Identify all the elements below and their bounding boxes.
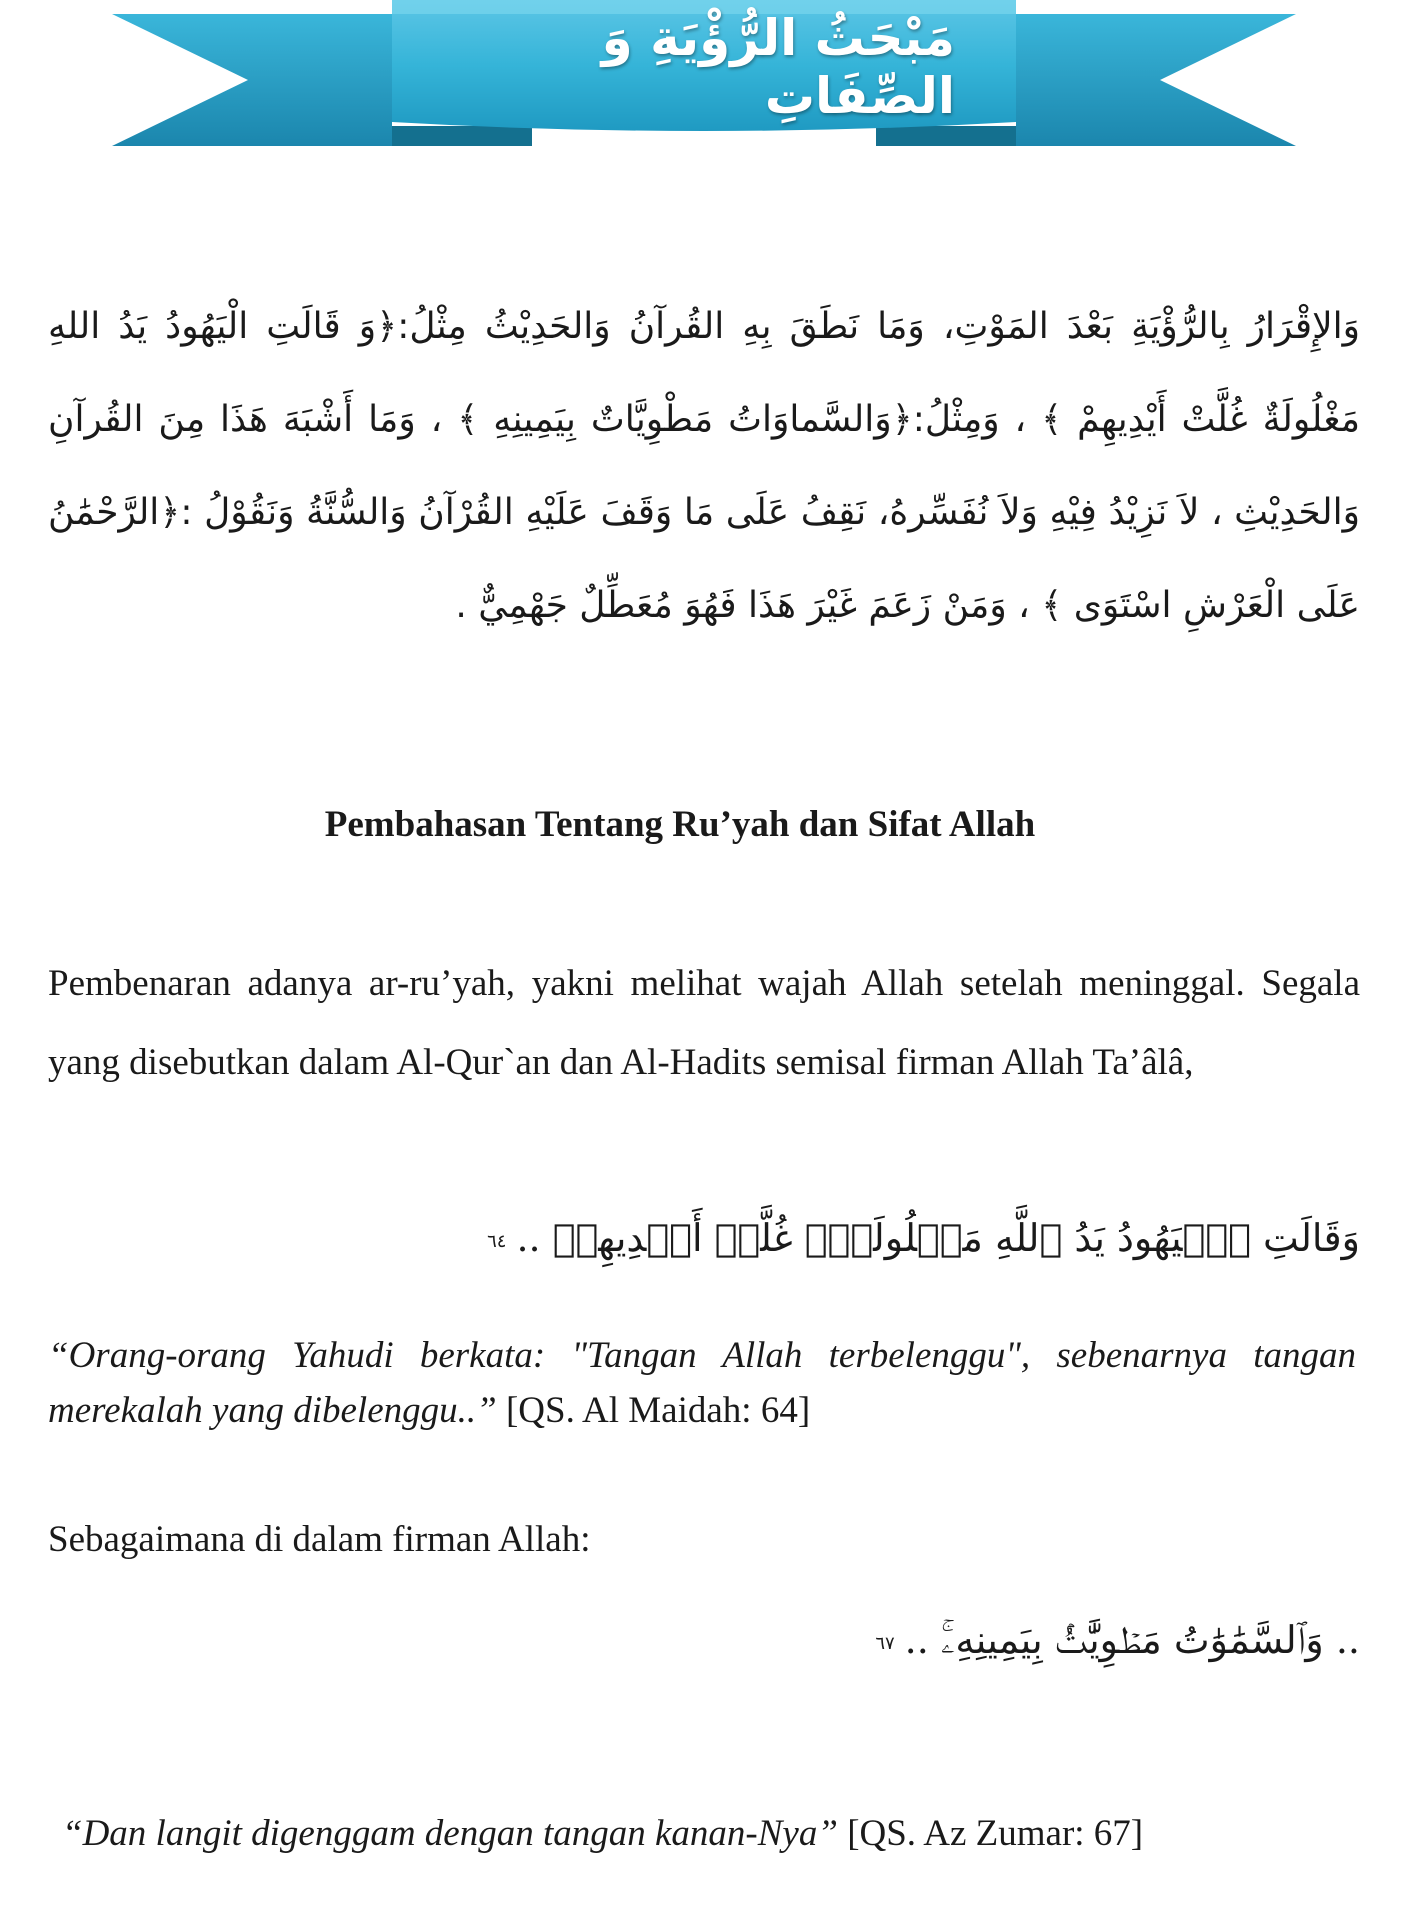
section-heading: Pembahasan Tentang Ru’yah dan Sifat Allah bbox=[324, 804, 1036, 845]
intro-paragraph: Pembenaran adanya ar-ru’yah, yakni melihat wajah Allah setelah meninggal. Segala yang disebutkan dalam Al-Qur`an dan Al-Hadits semisal firman Allah Ta’âlâ, bbox=[48, 963, 1360, 1083]
verse-number: ٦٤ bbox=[487, 1230, 507, 1252]
quran-verse-maidah-64 bbox=[487, 1198, 1360, 1282]
translation-zumar-67 bbox=[62, 1806, 1362, 1861]
verse-text: وَقَالَتِ ٱلۡيَهُودُ يَدُ ٱللَّهِ مَغۡلُولَةٌۚ غُلَّتۡ أَيۡدِيهِمۡ .. bbox=[516, 1216, 1360, 1260]
ribbon-right-fold bbox=[876, 126, 1016, 146]
chapter-title: مَبْحَثُ الرُّؤْيَةِ وَ الصِّفَاتِ bbox=[601, 9, 955, 125]
verse-text: .. وَٱلسَّمَٰوَٰتُ مَطۡوِيَّٰتُۢ بِيَمِينِهِۦۚ .. bbox=[904, 1618, 1360, 1662]
ribbon-left-fold bbox=[392, 126, 532, 146]
translation-text: “Orang-orang Yahudi berkata: "Tangan Allah terbelenggu", sebenarnya tangan merekalah yang dibelenggu..” bbox=[48, 1335, 1356, 1431]
arabic-paragraph: وَالإِقْرَارُ بِالرُّؤْيَةِ بَعْدَ المَوْتِ، وَمَا نَطَقَ بِهِ القُرآنُ وَالحَدِيْثُ مِثْلُ:﴿وَ قَالَتِ الْيَهُودُ يَدُ اللهِ مَغْلُولَةٌ غُلَّتْ أَيْدِيهِمْ ﴾ ، وَمِثْلُ:﴿وَالسَّماوَاتُ مَطْوِيَّاتٌ بِيَمِينِهِ ﴾ ، وَمَا أَشْبَهَ هَذَا مِنَ القُرآنِ وَالحَدِيْثِ ، لاَ نَزِيْدُ فِيْهِ وَلاَ نُفَسِّرهُ، نَقِفُ عَلَى مَا وَقَفَ عَلَيْهِ القُرْآنُ وَالسُّنَّةُ وَنَقُوْلُ :﴿الرَّحْمَٰنُ عَلَى الْعَرْشِ اسْتَوَى ﴾ ، وَمَنْ زَعَمَ غَيْرَ هَذَا فَهُوَ مُعَطِّلٌ جَهْمِيٌّ . bbox=[48, 306, 1360, 626]
translation-text: “Dan langit digenggam dengan tangan kanan-Nya” bbox=[62, 1813, 838, 1854]
ribbon-left-tail bbox=[112, 14, 392, 146]
ribbon-right-tail bbox=[1016, 14, 1296, 146]
intro-2: Sebagaimana di dalam firman Allah: bbox=[48, 1519, 591, 1560]
translation-maidah-64 bbox=[48, 1328, 1356, 1438]
verse-number: ٦٧ bbox=[875, 1632, 895, 1654]
quran-verse-zumar-67 bbox=[875, 1600, 1360, 1684]
verse-reference: [QS. Al Maidah: 64] bbox=[505, 1390, 811, 1431]
verse-reference: [QS. Az Zumar: 67] bbox=[847, 1813, 1144, 1854]
